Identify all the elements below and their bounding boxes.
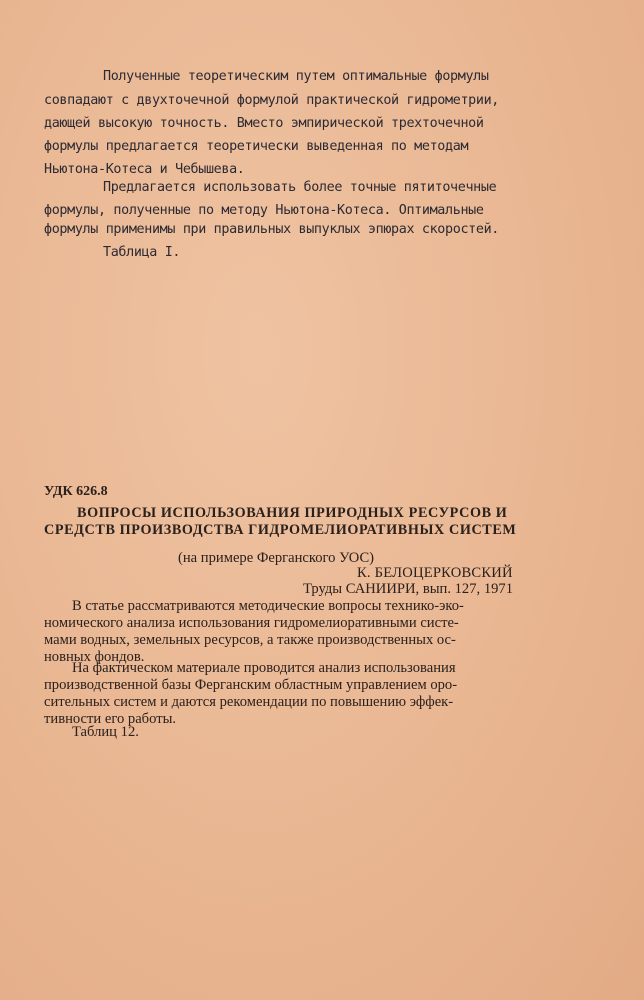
abstract-tables-count: Таблиц 12. (72, 724, 139, 740)
article-author: К. БЕЛОЦЕРКОВСКИЙ (357, 565, 513, 581)
abstract-line: новных фондов. (44, 649, 145, 665)
typed-line: формулы применимы при правильных выпуклых эпюрах скоростей. (44, 222, 499, 237)
abstract-line: сительных систем и даются рекомендации по повышению эффек- (44, 694, 454, 710)
typed-line: Ньютона-Котеса и Чебышева. (44, 162, 245, 177)
typed-line: формулы предлагается теоретически выведенная по методам (44, 139, 469, 154)
typed-line: Предлагается использовать более точные пятиточечные (103, 180, 497, 195)
abstract-line: производственной базы Ферганским областным управлением оро- (44, 677, 458, 693)
article-source: Труды САНИИРИ, вып. 127, 1971 (303, 581, 514, 597)
udk-code: УДК 626.8 (44, 484, 108, 499)
abstract-line: В статье рассматриваются методические вопросы технико-эко- (72, 598, 464, 614)
abstract-line: мами водных, земельных ресурсов, а также производственных ос- (44, 632, 456, 648)
abstract-line: На фактическом материале проводится анализ использования (72, 660, 456, 676)
typed-tables-count: Таблица I. (103, 245, 181, 260)
typed-line: формулы, полученные по методу Ньютона-Котеса. Оптимальные (44, 203, 484, 218)
typed-line: дающей высокую точность. Вместо эмпирической трехточечной (44, 116, 484, 131)
abstract-line: номического анализа использования гидромелиоративными систе- (44, 615, 459, 631)
article-title-line: ВОПРОСЫ ИСПОЛЬЗОВАНИЯ ПРИРОДНЫХ РЕСУРСОВ И (77, 505, 508, 521)
typed-line: Полученные теоретическим путем оптимальные формулы (103, 69, 489, 84)
article-subtitle: (на примере Ферганского УОС) (178, 550, 375, 566)
abstract-line: тивности его работы. (44, 711, 177, 727)
typed-line: совпадают с двухточечной формулой практической гидрометрии, (44, 93, 499, 108)
article-title-line: СРЕДСТВ ПРОИЗВОДСТВА ГИДРОМЕЛИОРАТИВНЫХ СИСТЕМ (44, 522, 517, 538)
